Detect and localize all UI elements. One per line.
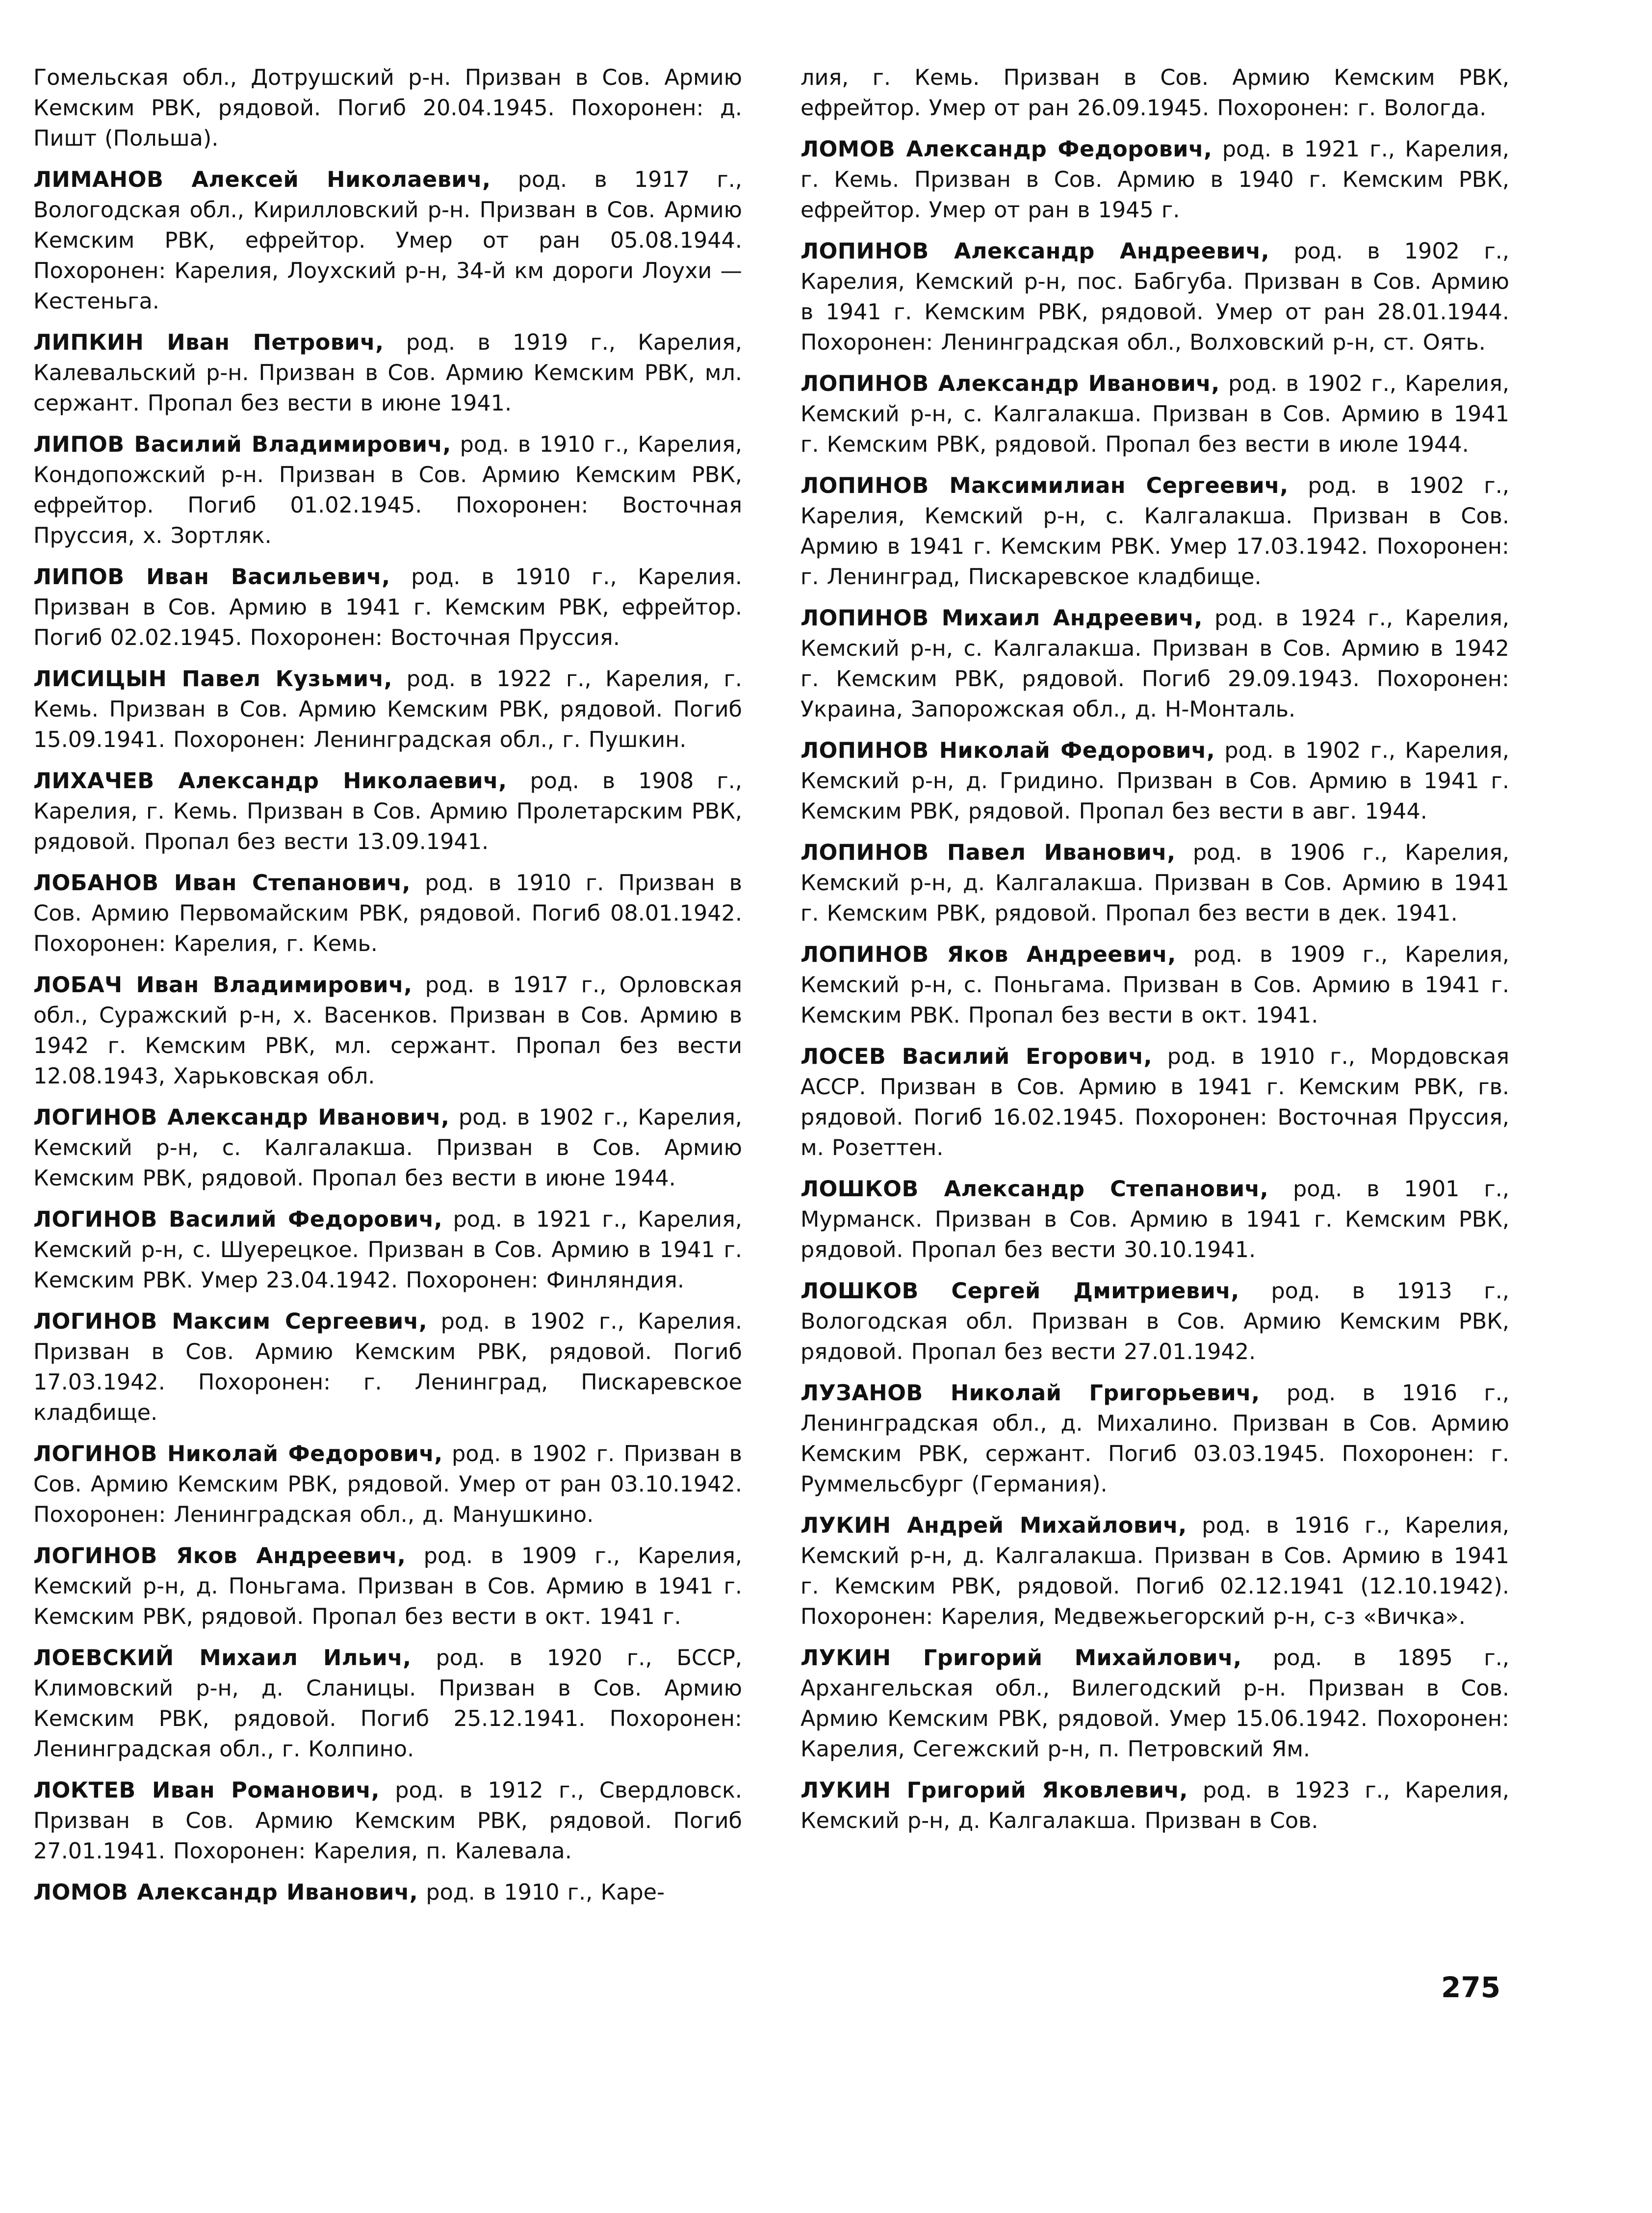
entry-text: род. в 1906 г., Карелия, Кемский р-н, д. Калгалакша. Призван в Сов. Армию в 1941 г. Кемским РВК, рядовой. Пропал без вести в дек. 1941. bbox=[800, 840, 1509, 926]
entry bbox=[33, 868, 742, 959]
entry bbox=[800, 1042, 1509, 1163]
entry-text: род. в 1909 г., Карелия, Кемский р-н, с. Поньгама. Призван в Сов. Армию в 1941 г. Кемским РВК. Пропал без вести в окт. 1941. bbox=[800, 942, 1509, 1028]
entry bbox=[800, 1643, 1509, 1765]
entry-text: род. в 1921 г., Карелия, Кемский р-н, с. Шуерецкое. Призван в Сов. Армию в 1941 г. Кемским РВК. Умер 23.04.1942. Похоронен: Финляндия. bbox=[33, 1207, 742, 1293]
entry bbox=[33, 1541, 742, 1632]
right-column bbox=[800, 63, 1509, 1847]
entry-text: род. в 1910 г., Мордовская АССР. Призван в Сов. Армию в 1941 г. Кемским РВК, гв. рядовой. Погиб 16.02.1945. Похоронен: Восточная Пруссия, м. Розеттен. bbox=[800, 1044, 1509, 1160]
entry-name: ЛОБАНОВ Иван Степанович, bbox=[33, 871, 411, 896]
entry-text: род. в 1909 г., Карелия, Кемский р-н, д. Поньгама. Призван в Сов. Армию в 1941 г. Кемским РВК, рядовой. Пропал без вести в окт. 1941 г. bbox=[33, 1544, 742, 1629]
entry-text: род. в 1910 г., Каре- bbox=[418, 1880, 665, 1905]
entry-name: ЛОШКОВ Александр Степанович, bbox=[800, 1177, 1269, 1202]
entry bbox=[33, 328, 742, 419]
entry-name: ЛОПИНОВ Яков Андреевич, bbox=[800, 942, 1176, 967]
entry bbox=[33, 664, 742, 755]
entry-text: род. в 1923 г., Карелия, Кемский р-н, д. Калгалакша. Призван в Сов. bbox=[800, 1778, 1509, 1833]
entry-text: род. в 1924 г., Карелия, Кемский р-н, с. Калгалакша. Призван в Сов. Армию в 1942 г. Кемским РВК, рядовой. Погиб 29.09.1943. Похоронен: Украина, Запорожская обл., д. Н-Монталь. bbox=[800, 606, 1509, 722]
entry-text: род. в 1910 г. Призван в Сов. Армию Первомайским РВК, рядовой. Погиб 08.01.1942. Похоронен: Карелия, г. Кемь. bbox=[33, 871, 742, 956]
entry-text: род. в 1922 г., Карелия, г. Кемь. Призван в Сов. Армию Кемским РВК, рядовой. Погиб 15.09.1941. Похоронен: Ленинградская обл., г. Пушкин. bbox=[33, 667, 742, 752]
page-number: 275 bbox=[1441, 1971, 1501, 2004]
entry-name: ЛОПИНОВ Максимилиан Сергеевич, bbox=[800, 473, 1289, 498]
entry-text: род. в 1916 г., Карелия, Кемский р-н, д. Калгалакша. Призван в Сов. Армию в 1941 г. Кемским РВК, рядовой. Погиб 02.12.1941 (12.10.1942). Похоронен: Карелия, Медвежьегорский р-н, с-з «Вичка». bbox=[800, 1513, 1509, 1629]
entry-name: ЛОПИНОВ Александр Андреевич, bbox=[800, 239, 1270, 264]
entry-name: ЛИПКИН Иван Петрович, bbox=[33, 330, 384, 355]
entry-name: ЛОБАЧ Иван Владимирович, bbox=[33, 973, 413, 998]
entry-text: род. в 1917 г., Орловская обл., Суражский р-н, х. Васенков. Призван в Сов. Армию в 1942 г. Кемским РВК, мл. сержант. Пропал без вести 12.08.1943, Харьковская обл. bbox=[33, 973, 742, 1089]
entry-text: род. в 1902 г., Карелия, Кемский р-н, пос. Бабгуба. Призван в Сов. Армию в 1941 г. Кемским РВК, рядовой. Умер от ран 28.01.1944. Похоронен: Ленинградская обл., Волховский р-н, ст. Оять. bbox=[800, 239, 1509, 355]
entry-name: ЛОПИНОВ Павел Иванович, bbox=[800, 840, 1176, 865]
entry-name: ЛОГИНОВ Максим Сергеевич, bbox=[33, 1309, 428, 1334]
entry-text: род. в 1901 г., Мурманск. Призван в Сов. Армию в 1941 г. Кемским РВК, рядовой. Пропал без вести 30.10.1941. bbox=[800, 1177, 1509, 1262]
entry-name: ЛОГИНОВ Яков Андреевич, bbox=[33, 1544, 406, 1569]
entry-text: род. в 1902 г. Призван в Сов. Армию Кемским РВК, рядовой. Умер от ран 03.10.1942. Похоронен: Ленинградская обл., д. Манушкино. bbox=[33, 1441, 742, 1527]
entry-text: лия, г. Кемь. Призван в Сов. Армию Кемским РВК, ефрейтор. Умер от ран 26.09.1945. Похоронен: г. Вологда. bbox=[800, 65, 1509, 121]
entry bbox=[800, 369, 1509, 460]
entry bbox=[33, 970, 742, 1092]
entry-name: ЛОГИНОВ Николай Федорович, bbox=[33, 1441, 443, 1467]
entry-name: ЛИПОВ Василий Владимирович, bbox=[33, 432, 451, 457]
entry bbox=[800, 603, 1509, 725]
entry-name: ЛОМОВ Александр Федорович, bbox=[800, 137, 1213, 162]
entry bbox=[800, 236, 1509, 358]
entry-name: ЛИХАЧЕВ Александр Николаевич, bbox=[33, 769, 507, 794]
entry-text: Гомельская обл., Дотрушский р-н. Призван в Сов. Армию Кемским РВК, рядовой. Погиб 20.04.1945. Похоронен: д. Пишт (Польша). bbox=[33, 65, 742, 151]
entry-name: ЛОПИНОВ Николай Федорович, bbox=[800, 738, 1215, 763]
entry bbox=[800, 1776, 1509, 1836]
entry-name: ЛОПИНОВ Михаил Андреевич, bbox=[800, 606, 1203, 631]
left-column bbox=[33, 63, 742, 1919]
entry-text: род. в 1919 г., Карелия, Калевальский р-н. Призван в Сов. Армию Кемским РВК, мл. сержант. Пропал без вести в июне 1941. bbox=[33, 330, 743, 416]
entry-name: ЛУЗАНОВ Николай Григорьевич, bbox=[800, 1381, 1260, 1406]
entry bbox=[33, 1103, 742, 1194]
entry-name: ЛОЕВСКИЙ Михаил Ильич, bbox=[33, 1646, 412, 1671]
entry bbox=[33, 1776, 742, 1867]
entry-name: ЛОШКОВ Сергей Дмитриевич, bbox=[800, 1279, 1239, 1304]
entry-name: ЛИМАНОВ Алексей Николаевич, bbox=[33, 167, 491, 192]
entry bbox=[800, 1174, 1509, 1265]
entry bbox=[800, 940, 1509, 1031]
entry bbox=[33, 165, 742, 317]
entry-text: род. в 1902 г., Карелия, Кемский р-н, с. Калгалакша. Призван в Сов. Армию в 1941 г. Кемским РВК, рядовой. Пропал без вести в июле 1944. bbox=[800, 371, 1509, 457]
entry-text: род. в 1908 г., Карелия, г. Кемь. Призван в Сов. Армию Пролетарским РВК, рядовой. Пропал без вести 13.09.1941. bbox=[33, 769, 742, 854]
entry bbox=[800, 63, 1509, 124]
entry bbox=[33, 1307, 742, 1428]
entry-name: ЛОГИНОВ Александр Иванович, bbox=[33, 1105, 450, 1130]
entry bbox=[33, 1878, 742, 1908]
entry-name: ЛУКИН Григорий Михайлович, bbox=[800, 1646, 1242, 1671]
entry-text: род. в 1917 г., Вологодская обл., Кирилловский р-н. Призван в Сов. Армию Кемским РВК, ефрейтор. Умер от ран 05.08.1944. Похоронен: Карелия, Лоухский р-н, 34-й км дороги Лоухи — Кестеньга. bbox=[33, 167, 742, 314]
entry bbox=[800, 1511, 1509, 1632]
entry-name: ЛУКИН Андрей Михайлович, bbox=[800, 1513, 1187, 1538]
entry bbox=[33, 1439, 742, 1530]
entry-text: род. в 1913 г., Вологодская обл. Призван в Сов. Армию Кемским РВК, рядовой. Пропал без вести 27.01.1942. bbox=[800, 1279, 1509, 1364]
entry bbox=[33, 63, 742, 154]
entry-text: род. в 1912 г., Свердловск. Призван в Сов. Армию Кемским РВК, рядовой. Погиб 27.01.1941. Похоронен: Карелия, п. Калевала. bbox=[33, 1778, 742, 1864]
entry bbox=[800, 736, 1509, 827]
entry bbox=[800, 471, 1509, 592]
entry-text: род. в 1910 г., Карелия, Кондопожский р-н. Призван в Сов. Армию Кемским РВК, ефрейтор. Погиб 01.02.1945. Похоронен: Восточная Пруссия, х. Зортляк. bbox=[33, 432, 742, 548]
entry-name: ЛОСЕВ Василий Егорович, bbox=[800, 1044, 1153, 1069]
entry-name: ЛОПИНОВ Александр Иванович, bbox=[800, 371, 1220, 396]
entry bbox=[33, 430, 742, 551]
entry-name: ЛОКТЕВ Иван Романович, bbox=[33, 1778, 380, 1803]
entry bbox=[800, 1276, 1509, 1367]
entry-text: род. в 1902 г., Карелия, Кемский р-н, с. Калгалакша. Призван в Сов. Армию в 1941 г. Кемским РВК. Умер 17.03.1942. Похоронен: г. Ленинград, Пискаревское кладбище. bbox=[800, 473, 1509, 590]
entry-text: род. в 1920 г., БССР, Климовский р-н, д. Сланицы. Призван в Сов. Армию Кемским РВК, рядовой. Погиб 25.12.1941. Похоронен: Ленинградская обл., г. Колпино. bbox=[33, 1646, 742, 1762]
entry bbox=[33, 1205, 742, 1296]
entry-name: ЛУКИН Григорий Яковлевич, bbox=[800, 1778, 1188, 1803]
entry-text: род. в 1895 г., Архангельская обл., Вилегодский р-н. Призван в Сов. Армию Кемским РВК, рядовой. Умер 15.06.1942. Похоронен: Карелия, Сегежский р-н, п. Петровский Ям. bbox=[800, 1646, 1509, 1762]
entry-name: ЛИПОВ Иван Васильевич, bbox=[33, 565, 390, 590]
entry-text: род. в 1916 г., Ленинградская обл., д. Михалино. Призван в Сов. Армию Кемским РВК, сержант. Погиб 03.03.1945. Похоронен: г. Руммельсбург (Германия). bbox=[800, 1381, 1509, 1497]
entry-name: ЛОГИНОВ Василий Федорович, bbox=[33, 1207, 443, 1232]
entry bbox=[33, 562, 742, 653]
entry-text: род. в 1902 г., Карелия, Кемский р-н, с. Калгалакша. Призван в Сов. Армию Кемским РВК, рядовой. Пропал без вести в июне 1944. bbox=[33, 1105, 742, 1191]
entry-text: род. в 1910 г., Карелия. Призван в Сов. Армию в 1941 г. Кемским РВК, ефрейтор. Погиб 02.02.1945. Похоронен: Восточная Пруссия. bbox=[33, 565, 742, 650]
entry-name: ЛИСИЦЫН Павел Кузьмич, bbox=[33, 667, 393, 692]
entry-name: ЛОМОВ Александр Иванович, bbox=[33, 1880, 418, 1905]
entry-text: род. в 1921 г., Карелия, г. Кемь. Призван в Сов. Армию в 1940 г. Кемским РВК, ефрейтор. Умер от ран в 1945 г. bbox=[800, 137, 1509, 223]
entry bbox=[33, 766, 742, 857]
entry-text: род. в 1902 г., Карелия. Призван в Сов. Армию Кемским РВК, рядовой. Погиб 17.03.1942. Похоронен: г. Ленинград, Пискаревское кладбище. bbox=[33, 1309, 742, 1425]
entry bbox=[33, 1643, 742, 1765]
entry bbox=[800, 134, 1509, 226]
entry bbox=[800, 838, 1509, 929]
entry bbox=[800, 1378, 1509, 1500]
entry-text: род. в 1902 г., Карелия, Кемский р-н, д. Гридино. Призван в Сов. Армию в 1941 г. Кемским РВК, рядовой. Пропал без вести в авг. 1944. bbox=[800, 738, 1509, 824]
